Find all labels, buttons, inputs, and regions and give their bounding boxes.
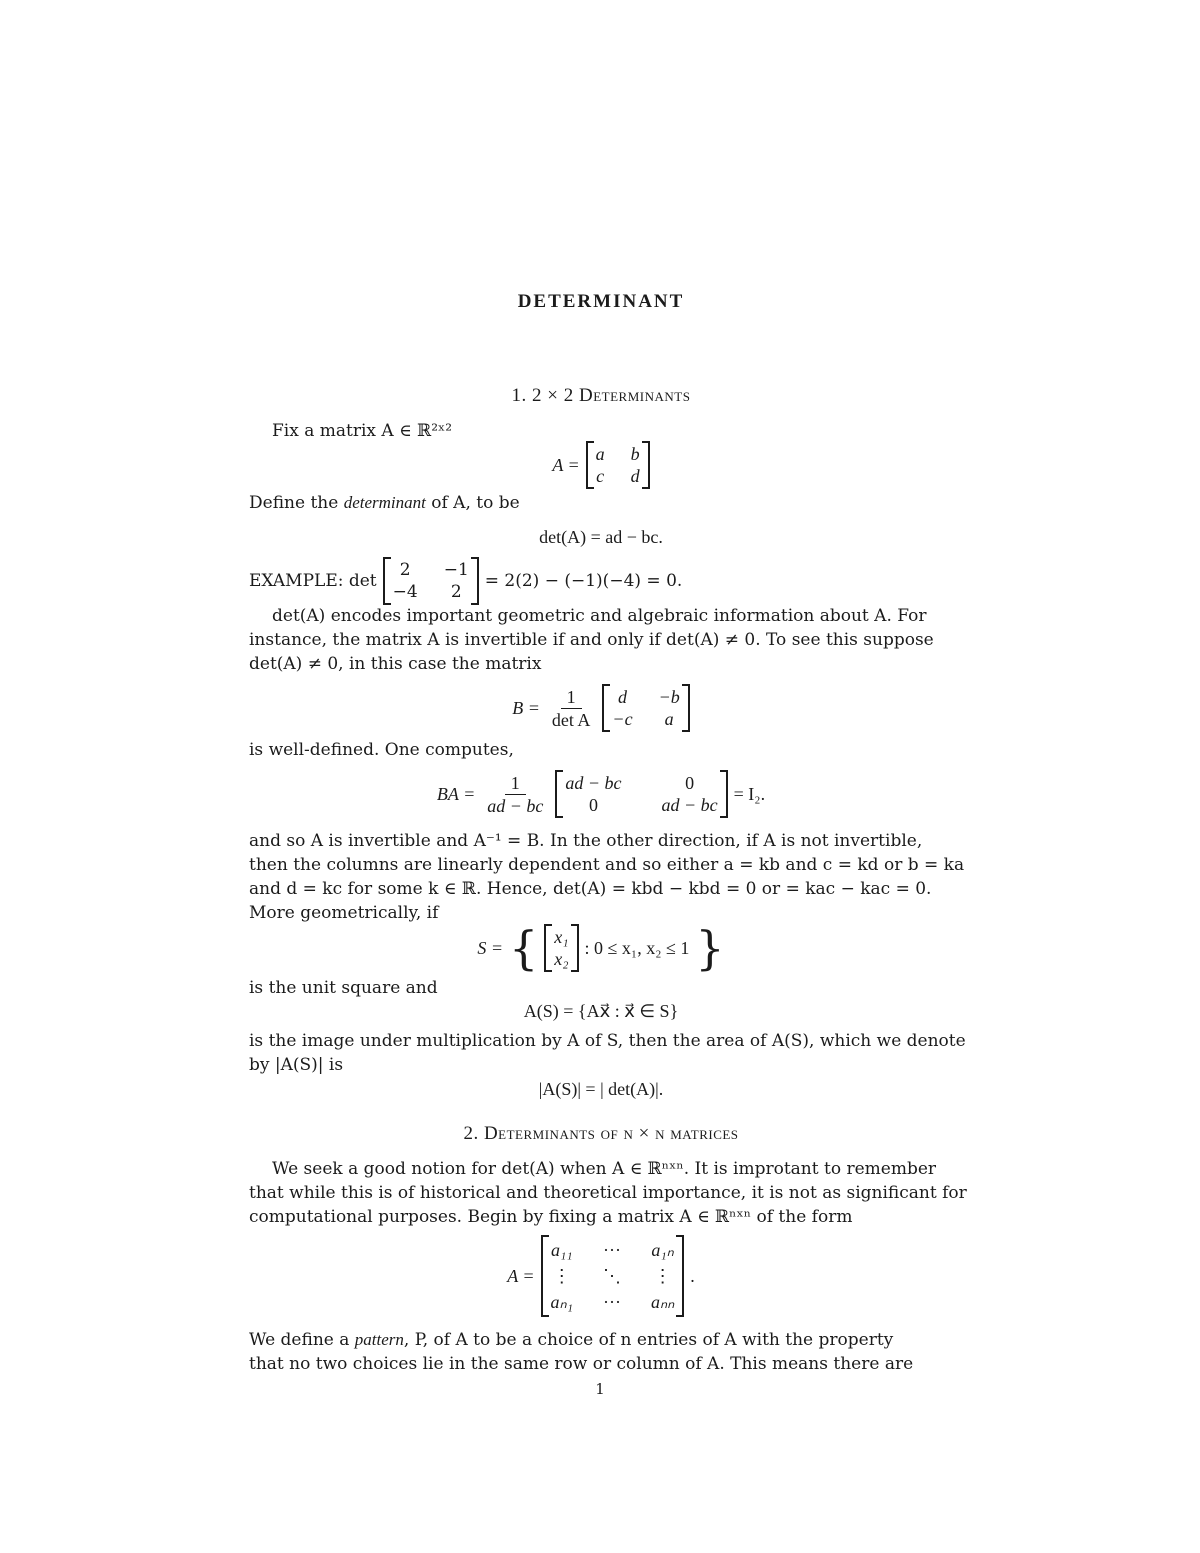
matrix-cell: −c — [612, 709, 633, 729]
matrix-cell: d — [630, 466, 640, 486]
text-run: , P, of A to be a choice of n entries of A with the property — [403, 1330, 894, 1350]
matrix-cell: −b — [658, 687, 680, 707]
section-1-heading — [249, 384, 953, 408]
matrix-cell: x₂ — [554, 949, 569, 969]
paragraph-image-line-1: is the image under multiplication by A of S, then the area of A(S), which we denote — [249, 1031, 966, 1051]
matrix-cell: a — [664, 709, 674, 729]
matrix-cell: a₁₁ — [550, 1240, 573, 1260]
fraction-denominator: det A — [551, 709, 591, 730]
paragraph-invertible-line-4: More geometrically, if — [249, 903, 439, 923]
section-1-title: 2 × 2 Determinants — [532, 385, 691, 406]
matrix-cell: ad − bc — [661, 795, 718, 815]
matrix-cell: −1 — [443, 560, 469, 580]
matrix-a — [586, 441, 650, 489]
equation-matrix-a — [249, 440, 953, 490]
matrix-cell: ⋮ — [653, 1266, 672, 1286]
fraction — [546, 686, 597, 731]
equation-text: det(A) = ad − bc. — [539, 526, 663, 547]
section-2-number: 2. — [463, 1123, 479, 1144]
paragraph-fix-matrix: Fix a matrix A ∈ ℝ²ˣ² — [272, 421, 453, 441]
open-brace: { — [509, 921, 539, 975]
matrix-cell: ⋮ — [552, 1266, 571, 1286]
matrix-n-by-n — [541, 1235, 685, 1317]
equation-lhs: B = — [512, 697, 540, 718]
matrix-cell: ⋱ — [602, 1266, 621, 1286]
matrix-cell: d — [617, 687, 627, 707]
paragraph-well-defined: is well-defined. One computes, — [249, 740, 514, 760]
matrix-cell: −4 — [392, 582, 418, 602]
close-brace: } — [695, 921, 725, 975]
paragraph-pattern-line-1 — [249, 1328, 953, 1352]
matrix-cell: ad − bc — [565, 773, 622, 793]
equation-lhs: S = — [477, 937, 504, 958]
equation-matrix-n — [249, 1233, 953, 1319]
equation-lhs: A = — [507, 1265, 535, 1286]
paragraph-invertible-line-2: then the columns are linearly dependent and so either a = kb and c = kd or b = ka — [249, 855, 965, 875]
matrix-b — [602, 684, 689, 732]
page-number: 1 — [595, 1380, 605, 1398]
example-line — [249, 556, 953, 606]
paragraph-define — [249, 491, 953, 515]
example-matrix — [383, 557, 479, 605]
fraction-numerator: 1 — [561, 686, 582, 709]
text-run: We define a — [249, 1330, 355, 1350]
paragraph-encodes-line-3: det(A) ≠ 0, in this case the matrix — [249, 654, 542, 674]
equation-unit-square — [249, 922, 953, 974]
matrix-cell: aₙₙ — [650, 1292, 675, 1312]
equation-text: |A(S)| = | det(A)|. — [538, 1078, 664, 1099]
paragraph-seek-line-1: We seek a good notion for det(A) when A ∈ ℝⁿˣⁿ. It is improtant to remember — [272, 1159, 937, 1179]
equation-rhs: = I₂. — [733, 783, 766, 804]
section-2-heading — [249, 1122, 953, 1146]
set-condition: : 0 ≤ x₁, x₂ ≤ 1 — [584, 937, 690, 958]
matrix-cell: ··· — [602, 1292, 621, 1312]
matrix-a-lhs: A = — [552, 454, 580, 475]
paragraph-image-line-2: by |A(S)| is — [249, 1055, 344, 1075]
equation-image-set — [249, 998, 953, 1024]
paragraph-encodes-line-1: det(A) encodes important geometric and algebraic information about A. For — [272, 606, 927, 626]
emphasis-pattern: pattern — [354, 1330, 404, 1349]
equation-det-definition — [249, 524, 953, 550]
equation-matrix-b — [249, 682, 953, 734]
matrix-cell: x₁ — [554, 927, 569, 947]
equation-ba-product — [249, 768, 953, 820]
example-result: = 2(2) − (−1)(−4) = 0. — [484, 571, 683, 591]
paragraph-invertible-line-1: and so A is invertible and A⁻¹ = B. In the other direction, if A is not invertible, — [249, 831, 923, 851]
equation-lhs: BA = — [436, 783, 476, 804]
matrix-cell: 2 — [450, 582, 462, 602]
paragraph-seek-line-2: that while this is of historical and theoretical importance, it is not as significant for — [249, 1183, 967, 1203]
matrix-cell: 0 — [588, 795, 598, 815]
fraction-denominator: ad − bc — [487, 795, 544, 816]
matrix-ba — [555, 770, 727, 818]
paragraph-seek-line-3: computational purposes. Begin by fixing a matrix A ∈ ℝⁿˣⁿ of the form — [249, 1207, 853, 1227]
matrix-cell: ··· — [602, 1240, 621, 1260]
equation-area — [249, 1076, 953, 1102]
section-2-title: Determinants of n × n matrices — [483, 1123, 739, 1144]
example-label: EXAMPLE: det — [249, 571, 377, 591]
matrix-cell: b — [630, 444, 640, 464]
vector-x — [544, 924, 578, 972]
section-1-number: 1. — [511, 385, 527, 406]
fraction-numerator: 1 — [505, 772, 526, 795]
text-run: of A, to be — [425, 493, 520, 513]
paragraph-invertible-line-3: and d = kc for some k ∈ ℝ. Hence, det(A) = kbd − kbd = 0 or = kac − kac = 0. — [249, 879, 932, 899]
equation-text: A(S) = {Ax⃗ : x⃗ ∈ S} — [523, 1000, 679, 1021]
emphasis-determinant: determinant — [343, 493, 426, 512]
matrix-cell: a₁ₙ — [651, 1240, 674, 1260]
matrix-cell: c — [596, 466, 605, 486]
page-title: DETERMINANT — [517, 291, 685, 312]
text-run: Define the — [249, 493, 344, 513]
matrix-cell: 2 — [399, 560, 411, 580]
matrix-cell: aₙ₁ — [550, 1292, 573, 1312]
fraction — [481, 772, 549, 817]
matrix-cell: 0 — [685, 773, 695, 793]
equation-trailing-period: . — [690, 1265, 695, 1286]
paragraph-encodes-line-2: instance, the matrix A is invertible if and only if det(A) ≠ 0. To see this suppose — [249, 630, 934, 650]
paragraph-unit-square: is the unit square and — [249, 978, 438, 998]
paragraph-pattern-line-2: that no two choices lie in the same row or column of A. This means there are — [249, 1354, 914, 1374]
matrix-cell: a — [595, 444, 605, 464]
